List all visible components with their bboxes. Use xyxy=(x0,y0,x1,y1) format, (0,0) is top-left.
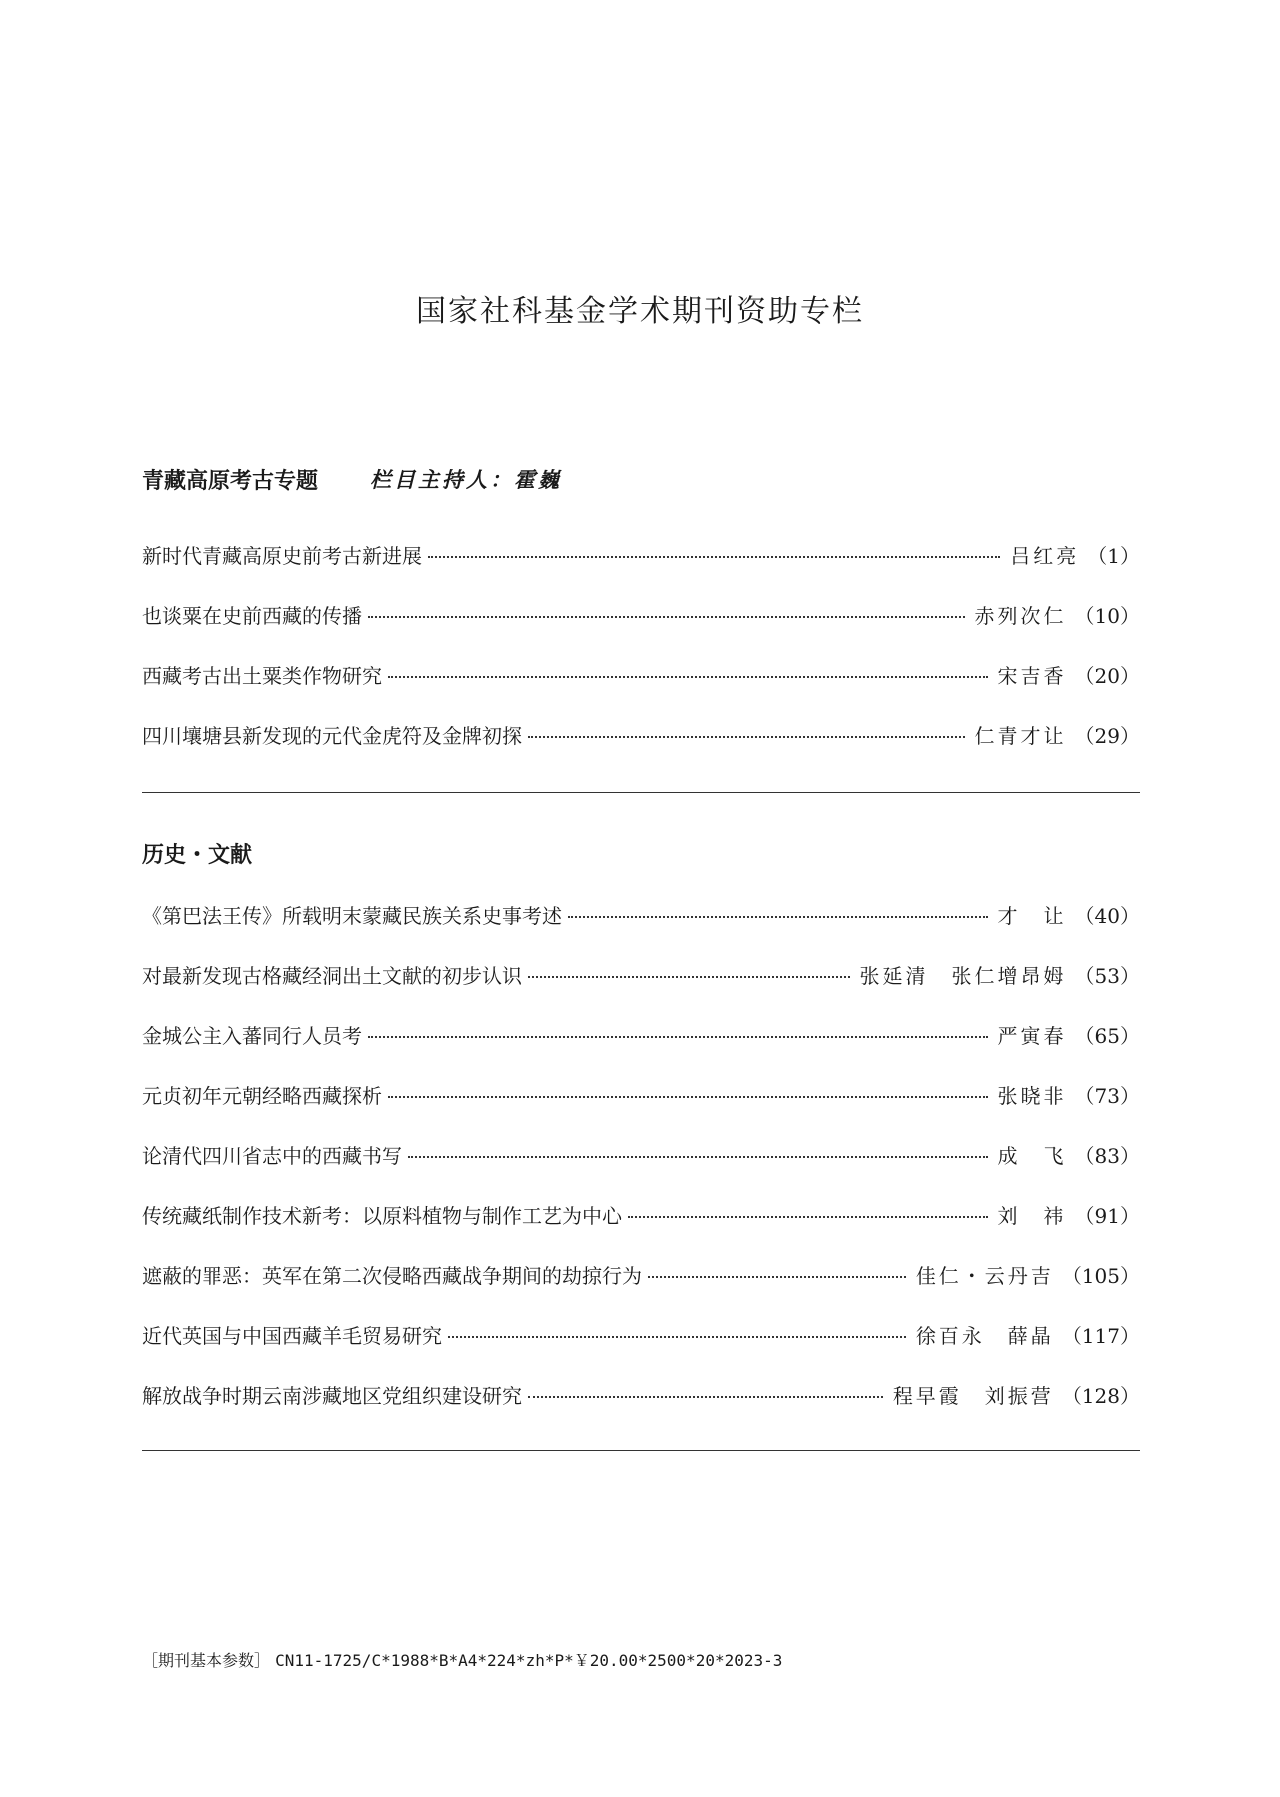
leader-dots xyxy=(528,1396,883,1398)
leader-dots xyxy=(368,616,965,618)
toc-entry[interactable] xyxy=(142,1004,1140,1064)
leader-dots xyxy=(428,556,1000,558)
entry-title: 对最新发现古格藏经洞出土文献的初步认识 xyxy=(142,963,522,988)
section-title: 历史・文献 xyxy=(142,842,253,868)
entry-title: 四川壤塘县新发现的元代金虎符及金牌初探 xyxy=(142,723,522,748)
entry-title: 西藏考古出土粟类作物研究 xyxy=(142,663,382,688)
entry-page: （117） xyxy=(1061,1323,1140,1348)
entry-author: 仁青才让 xyxy=(974,723,1067,748)
leader-dots xyxy=(628,1216,988,1218)
leader-dots xyxy=(568,916,988,918)
leader-dots xyxy=(408,1156,988,1158)
toc-entry[interactable] xyxy=(142,884,1140,944)
entry-author: 成 飞 xyxy=(997,1143,1067,1168)
entry-author: 吕红亮 xyxy=(1010,543,1080,568)
entry-author: 严寅春 xyxy=(997,1023,1067,1048)
section-entries-archaeology xyxy=(142,524,1140,764)
entry-title: 元贞初年元朝经略西藏探析 xyxy=(142,1083,382,1108)
entry-page: （1） xyxy=(1087,543,1140,568)
entry-author: 张晓非 xyxy=(997,1083,1067,1108)
leader-dots xyxy=(648,1276,906,1278)
entry-title: 也谈粟在史前西藏的传播 xyxy=(142,603,362,628)
toc-entry[interactable] xyxy=(142,944,1140,1004)
leader-dots xyxy=(448,1336,906,1338)
leader-dots xyxy=(388,1096,988,1098)
toc-entry[interactable] xyxy=(142,704,1140,764)
leader-dots xyxy=(528,976,850,978)
section-divider xyxy=(142,1450,1140,1451)
entry-page: （40） xyxy=(1074,903,1140,928)
section-divider xyxy=(142,792,1140,793)
parameters-value: CN11-1725/C*1988*B*A4*224*zh*P*￥20.00*2500*20*2023-3 xyxy=(275,1651,783,1670)
entry-page: （65） xyxy=(1074,1023,1140,1048)
entry-page: （73） xyxy=(1074,1083,1140,1108)
entry-page: （91） xyxy=(1074,1203,1140,1228)
entry-author: 佳仁・云丹吉 xyxy=(915,1263,1054,1288)
section-title: 青藏高原考古专题 xyxy=(142,468,319,494)
journal-parameters xyxy=(142,1648,782,1671)
entry-title: 《第巴法王传》所载明末蒙藏民族关系史事考述 xyxy=(142,903,562,928)
entry-title: 论清代四川省志中的西藏书写 xyxy=(142,1143,402,1168)
entry-author: 宋吉香 xyxy=(997,663,1067,688)
entry-title: 传统藏纸制作技术新考：以原料植物与制作工艺为中心 xyxy=(142,1203,622,1228)
entry-page: （128） xyxy=(1061,1383,1140,1408)
leader-dots xyxy=(388,676,988,678)
entry-page: （10） xyxy=(1074,603,1140,628)
entry-page: （105） xyxy=(1061,1263,1140,1288)
leader-dots xyxy=(528,736,965,738)
toc-entry[interactable] xyxy=(142,584,1140,644)
entry-author: 才 让 xyxy=(997,903,1067,928)
entry-author: 赤列次仁 xyxy=(974,603,1067,628)
entry-author: 程早霞 刘振营 xyxy=(892,1383,1054,1408)
section-entries-history xyxy=(142,884,1140,1424)
toc-entry[interactable] xyxy=(142,1184,1140,1244)
toc-entry[interactable] xyxy=(142,1364,1140,1424)
entry-page: （83） xyxy=(1074,1143,1140,1168)
parameters-label: ［期刊基本参数］ xyxy=(142,1651,271,1670)
toc-entry[interactable] xyxy=(142,524,1140,584)
entry-title: 近代英国与中国西藏羊毛贸易研究 xyxy=(142,1323,442,1348)
leader-dots xyxy=(368,1036,988,1038)
toc-entry[interactable] xyxy=(142,1304,1140,1364)
column-host: 栏目主持人：霍巍 xyxy=(370,467,563,492)
page-title: 国家社科基金学术期刊资助专栏 xyxy=(416,294,864,329)
entry-title: 金城公主入蕃同行人员考 xyxy=(142,1023,362,1048)
entry-title: 解放战争时期云南涉藏地区党组织建设研究 xyxy=(142,1383,522,1408)
toc-entry[interactable] xyxy=(142,1244,1140,1304)
section-header-archaeology xyxy=(142,462,562,496)
entry-title: 新时代青藏高原史前考古新进展 xyxy=(142,543,422,568)
entry-title: 遮蔽的罪恶：英军在第二次侵略西藏战争期间的劫掠行为 xyxy=(142,1263,642,1288)
toc-entry[interactable] xyxy=(142,644,1140,704)
entry-page: （29） xyxy=(1074,723,1140,748)
entry-author: 徐百永 薛晶 xyxy=(915,1323,1054,1348)
entry-author: 刘 祎 xyxy=(997,1203,1067,1228)
section-header-history xyxy=(142,836,252,870)
entry-page: （20） xyxy=(1074,663,1140,688)
entry-page: （53） xyxy=(1074,963,1140,988)
toc-entry[interactable] xyxy=(142,1064,1140,1124)
toc-entry[interactable] xyxy=(142,1124,1140,1184)
entry-author: 张延清 张仁增昂姆 xyxy=(859,963,1067,988)
